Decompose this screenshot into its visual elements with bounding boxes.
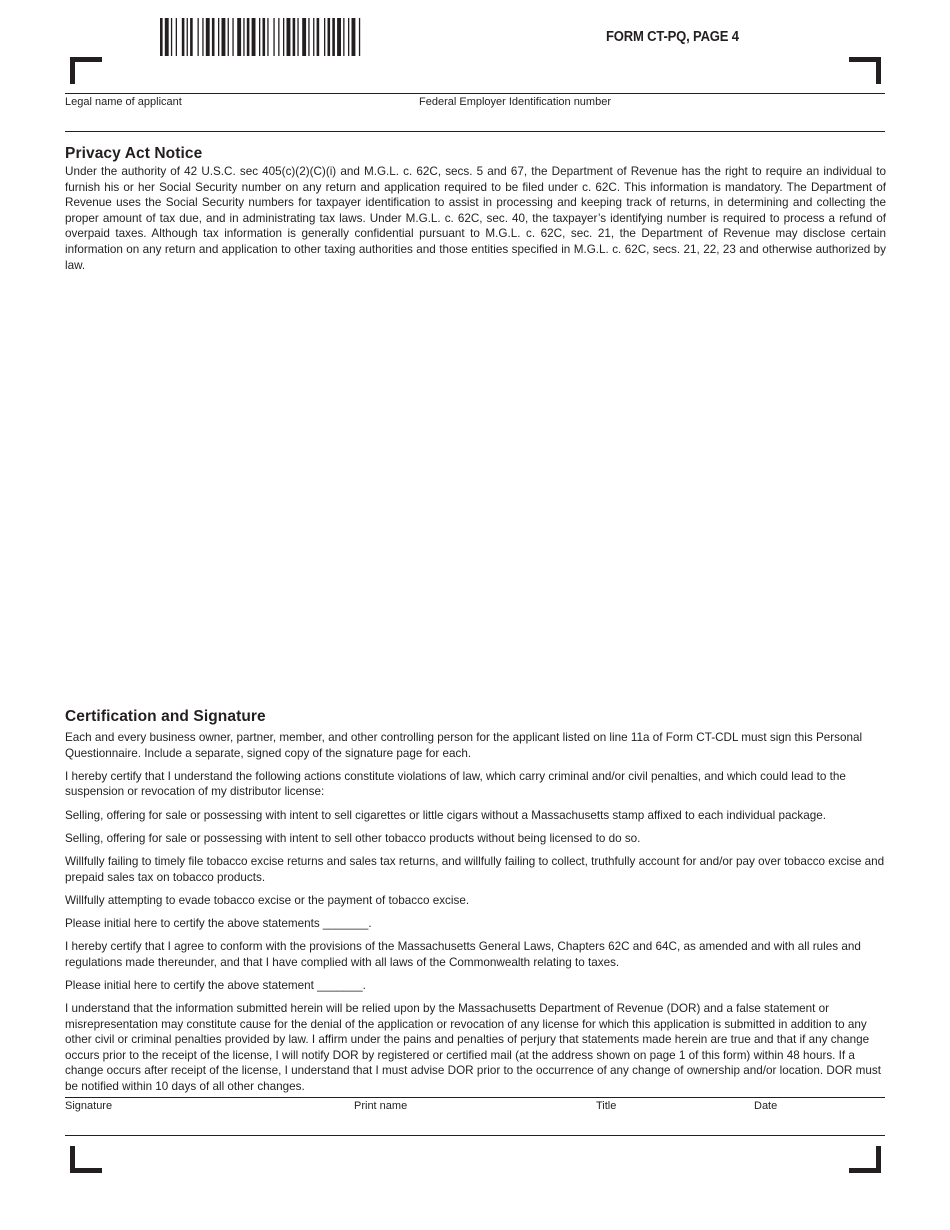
title-field[interactable] bbox=[596, 1104, 746, 1134]
barcode-bar bbox=[165, 18, 169, 56]
cert-paragraph-affirmation: I understand that the information submitted herein will be relied upon by the Massachusetts Department of Revenue (DOR) and a false statement or misrepresentation may constitute cause for the denial of the application or revocation of any license for which this application is submitted in addition to any other civil or criminal penalties provided by law. I affirm under the pains and penalties of perjury that statements made herein are true and that if any change occurs prior to the receipt of the license, I will notify DOR by registered or certified mail (at the address shown on page 1 of this form) within 48 hours. If a change occurs after receipt of the license, I understand that I must advise DOR prior to the occurrence of any change of ownership and/or location. DOR must be notified within 10 days of all other changes. bbox=[65, 1002, 881, 1094]
cert-paragraph-unlicensed-sales: Selling, offering for sale or possessing with intent to sell other tobacco products without being licensed to do so. bbox=[65, 831, 641, 845]
barcode-bar bbox=[187, 18, 188, 56]
barcode-bar bbox=[232, 18, 233, 56]
signature-field[interactable] bbox=[65, 1104, 345, 1134]
barcode-bar bbox=[202, 18, 203, 56]
signature-field-bottom-rule bbox=[65, 1135, 885, 1136]
barcode-bar bbox=[324, 18, 325, 56]
barcode-bar bbox=[243, 18, 244, 56]
barcode-bar bbox=[283, 18, 284, 56]
barcode-bar bbox=[293, 18, 296, 56]
barcode-bar bbox=[237, 18, 241, 56]
barcode-bar bbox=[218, 18, 219, 56]
registration-mark-bottom-right bbox=[849, 1146, 881, 1173]
print-name-field[interactable] bbox=[354, 1104, 586, 1134]
barcode-bar bbox=[171, 18, 172, 56]
cert-paragraph-evasion: Willfully attempting to evade tobacco excise or the payment of tobacco excise. bbox=[65, 893, 470, 907]
privacy-act-text: Under the authority of 42 U.S.C. sec 405(c)(2)(C)(i) and M.G.L. c. 62C, secs. 5 and 67, the Department of Revenue has the right to require an individual to furnish his or her Social Security number on any return and application required to be filed under c. 62C. This information is mandatory. The Department of Revenue uses the Social Security numbers for taxpayer identification to assist in processing and keeping track of returns, in determining and collecting the proper amount of tax due, and in administrating tax laws. Under M.G.L. c. 62C, sec. 40, the taxpayer’s identifying number is required to process a refund of overpaid taxes. Although tax information is generally confidential pursuant to M.G.L. c. 62C, sec. 21, the Department of Revenue may disclose certain information on any return and application to other taxing authorities and those entities specified in M.G.L. c. 62C, secs. 21, 22, 23 and otherwise authorized by law. bbox=[65, 165, 886, 272]
signature-field-top-rule bbox=[65, 1097, 885, 1098]
barcode-bar bbox=[328, 18, 331, 56]
cert-initial-line-2[interactable]: Please initial here to certify the above statement _______. bbox=[65, 978, 366, 992]
registration-mark-top-right bbox=[849, 57, 881, 84]
barcode-bar bbox=[317, 18, 320, 56]
barcode-bar bbox=[343, 18, 344, 56]
cert-paragraph-conformity: I hereby certify that I agree to conform with the provisions of the Massachusetts General Laws, Chapters 62C and 64C, as amended and with all rules and regulations made thereunder, and that I have complied with all laws of the Commonwealth relating to taxes. bbox=[65, 940, 861, 969]
barcode-bar bbox=[182, 18, 185, 56]
barcode-bar bbox=[278, 18, 279, 56]
fein-field[interactable] bbox=[419, 100, 885, 130]
fein-label: Federal Employer Identification number bbox=[419, 96, 611, 108]
applicant-field-bottom-rule bbox=[65, 131, 885, 132]
barcode-bar bbox=[267, 18, 268, 56]
legal-name-field[interactable] bbox=[65, 100, 405, 130]
barcode-bar bbox=[273, 18, 274, 56]
barcode-bar bbox=[297, 18, 298, 56]
barcode-bar bbox=[176, 18, 177, 56]
cert-paragraph-owners: Each and every business owner, partner, member, and other controlling person for the applicant listed on line 11a of Form CT-CDL must sign this Personal Questionnaire. Include a separate, signed copy of the signature page for each. bbox=[65, 731, 863, 760]
barcode-bar bbox=[222, 18, 226, 56]
barcode-bar bbox=[190, 18, 193, 56]
certification-body bbox=[65, 730, 886, 1102]
barcode-bar bbox=[198, 18, 199, 56]
print-name-label: Print name bbox=[354, 1100, 408, 1112]
form-title: FORM CT-PQ, PAGE 4 bbox=[606, 29, 739, 45]
title-label: Title bbox=[596, 1100, 617, 1112]
signature-label: Signature bbox=[65, 1100, 113, 1112]
certification-heading: Certification and Signature bbox=[65, 708, 266, 725]
cert-paragraph-violations-intro: I hereby certify that I understand the following actions constitute violations of law, which carry criminal and/or civil penalties, and which could lead to the suspension or revocation of my distributor license: bbox=[65, 769, 846, 799]
barcode-bar bbox=[313, 18, 314, 56]
barcode-bar bbox=[352, 18, 356, 56]
legal-name-label: Legal name of applicant bbox=[65, 96, 182, 108]
barcode-bar bbox=[247, 18, 250, 56]
barcode-bar bbox=[252, 18, 256, 56]
barcode-bar bbox=[259, 18, 260, 56]
barcode bbox=[160, 18, 470, 56]
barcode-bar bbox=[206, 18, 210, 56]
barcode-bar bbox=[228, 18, 229, 56]
barcode-bar bbox=[160, 18, 163, 56]
cert-initial-line-1[interactable]: Please initial here to certify the above statements _______. bbox=[65, 916, 372, 930]
barcode-bar bbox=[332, 18, 335, 56]
barcode-bar bbox=[302, 18, 306, 56]
applicant-field-top-rule bbox=[65, 93, 885, 94]
barcode-bar bbox=[308, 18, 309, 56]
barcode-bar bbox=[212, 18, 215, 56]
date-field[interactable] bbox=[754, 1104, 885, 1134]
barcode-bar bbox=[348, 18, 349, 56]
registration-mark-top-left bbox=[70, 57, 102, 84]
barcode-bar bbox=[287, 18, 291, 56]
privacy-act-heading: Privacy Act Notice bbox=[65, 145, 203, 162]
registration-mark-bottom-left bbox=[70, 1146, 102, 1173]
barcode-bar bbox=[359, 18, 360, 56]
barcode-bar bbox=[337, 18, 341, 56]
date-label: Date bbox=[754, 1100, 778, 1112]
cert-paragraph-unstamped-sales: Selling, offering for sale or possessing with intent to sell cigarettes or little cigars without a Massachusetts stamp affixed to each individual package. bbox=[65, 808, 826, 822]
barcode-bar bbox=[263, 18, 266, 56]
cert-paragraph-failure-to-file: Willfully failing to timely file tobacco excise returns and sales tax returns, and willfully failing to collect, truthfully account for and/or pay over tobacco excise and prepaid sales tax on tobacco products. bbox=[65, 854, 885, 884]
